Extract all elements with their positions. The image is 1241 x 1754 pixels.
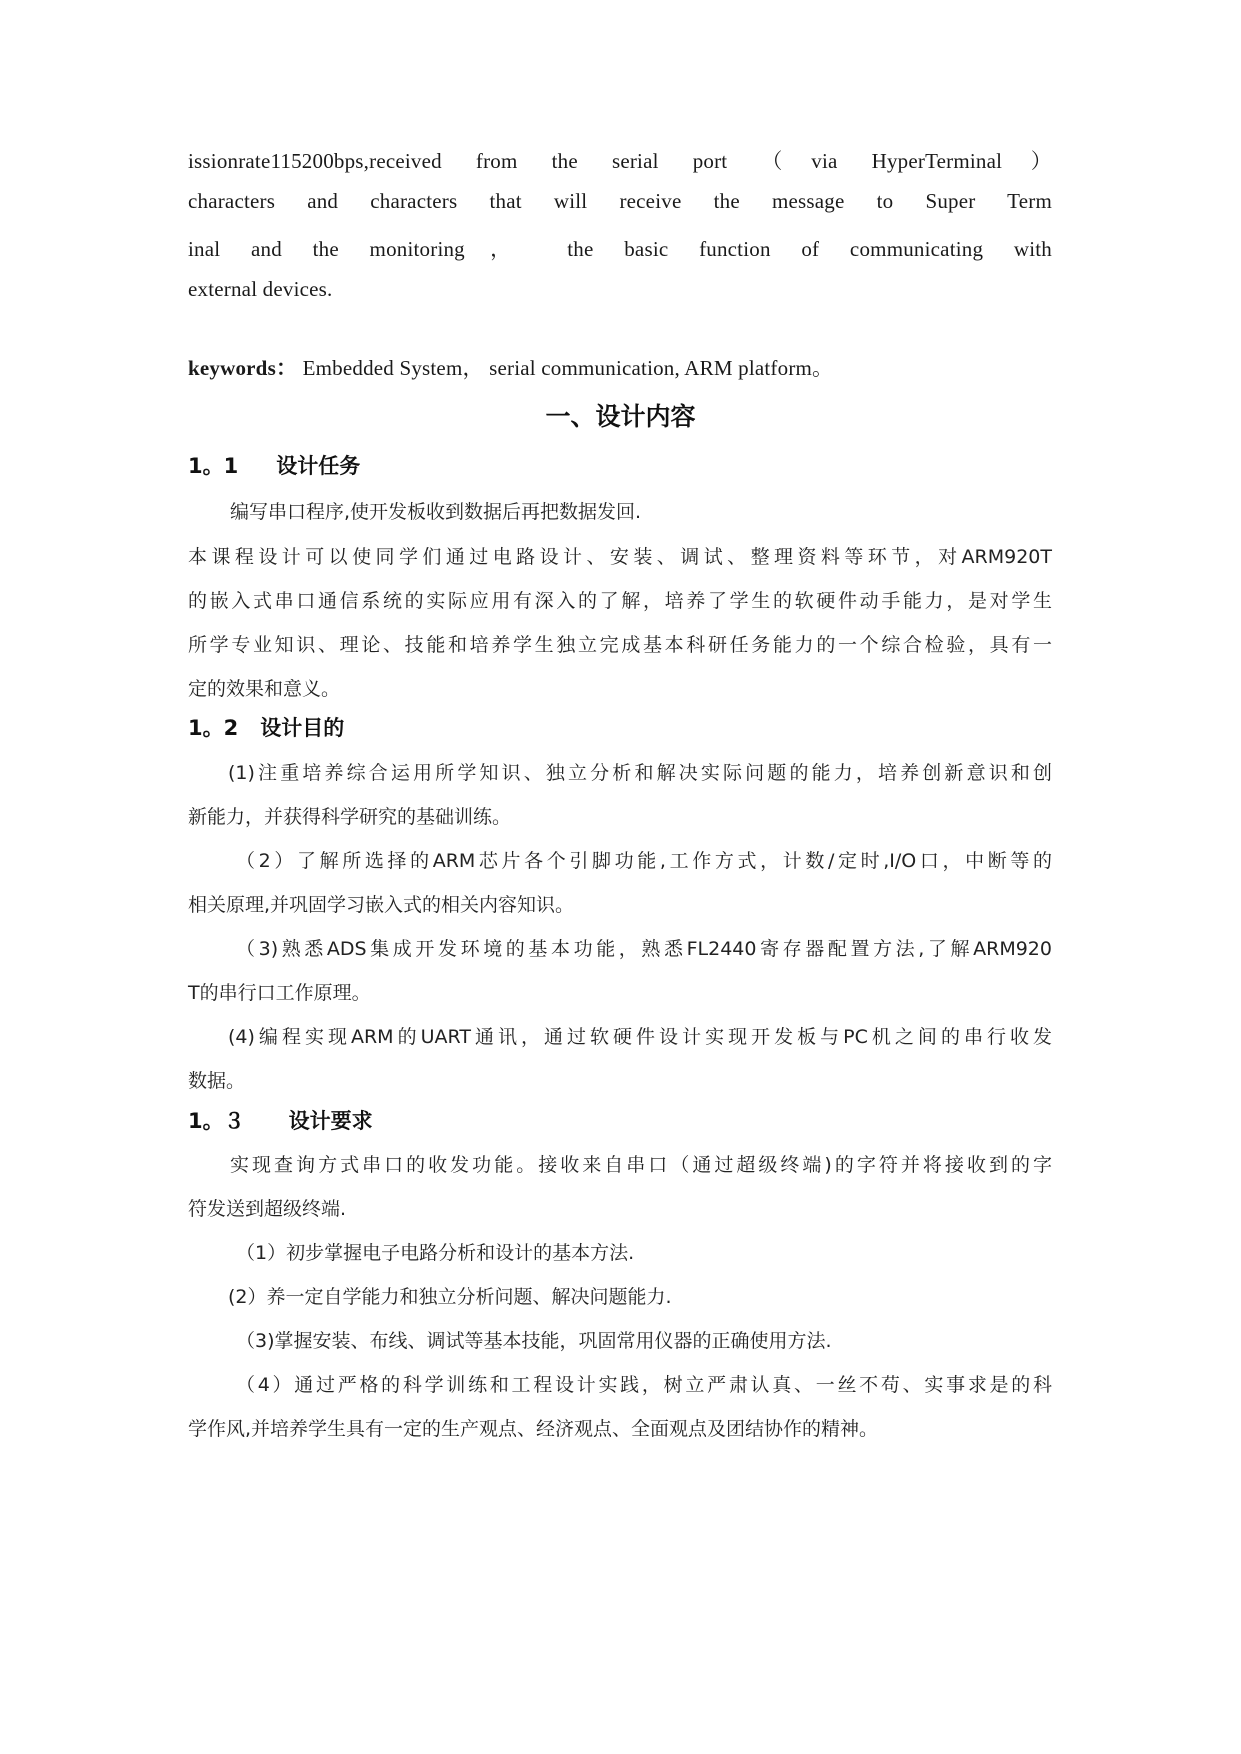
requirements-intro: 实现查询方式串口的收发功能。接收来自串口（通过超级终端)的字符并将接收到的字	[230, 1154, 1052, 1176]
purpose-item-3-cont: T的串行口工作原理。	[188, 982, 371, 1004]
subsection-title: 设计任务	[276, 454, 361, 478]
abstract-line-2: characters and characters that will receive the message to Super Term	[188, 189, 1052, 213]
purpose-item-1: (1)注重培养综合运用所学知识、独立分析和解决实际问题的能力，培养创新意识和创	[228, 762, 1052, 784]
abstract-line-4: external devices.	[188, 277, 333, 301]
paragraph-line: 定的效果和意义。	[188, 678, 341, 700]
requirements-intro-cont: 符发送到超级终端.	[188, 1198, 347, 1220]
abstract-line-3: inal and the monitoring， the basic function of communicating with	[188, 237, 1052, 261]
subsection-title: 设计目的	[260, 716, 345, 740]
subsection-number: 1。３	[188, 1109, 245, 1133]
paragraph-line: 本课程设计可以使同学们通过电路设计、安装、调试、整理资料等环节，对ARM920T	[188, 546, 1052, 568]
purpose-item-4-cont: 数据。	[188, 1070, 246, 1092]
purpose-item-1-cont: 新能力，并获得科学研究的基础训练。	[188, 806, 512, 828]
paragraph-task: 编写串口程序,使开发板收到数据后再把数据发回.	[230, 501, 642, 523]
subsection-number: 1。2	[188, 716, 239, 740]
keywords-text: Embedded System， serial communication, ARM platform。	[302, 356, 834, 380]
subsection-heading-1-1	[188, 450, 360, 480]
keywords-label: keywords：	[188, 356, 298, 380]
requirement-item: （1）初步掌握电子电路分析和设计的基本方法.	[236, 1242, 635, 1264]
subsection-heading-1-2	[188, 712, 344, 742]
purpose-item-2: （2）了解所选择的ARM芯片各个引脚功能,工作方式，计数/定时,I/O口，中断等的	[236, 850, 1052, 872]
paragraph-line: 所学专业知识、理论、技能和培养学生独立完成基本科研任务能力的一个综合检验，具有一	[188, 634, 1052, 656]
purpose-item-2-cont: 相关原理,并巩固学习嵌入式的相关内容知识。	[188, 894, 575, 916]
requirement-item-cont: 学作风,并培养学生具有一定的生产观点、经济观点、全面观点及团结协作的精神。	[188, 1418, 879, 1440]
keywords-line	[188, 352, 833, 382]
subsection-title: 设计要求	[288, 1109, 373, 1133]
purpose-item-4: (4)编程实现ARM的UART通讯，通过软硬件设计实现开发板与PC机之间的串行收发	[228, 1026, 1052, 1048]
requirement-item: (2）养一定自学能力和独立分析问题、解决问题能力.	[228, 1286, 672, 1308]
subsection-number: 1。1	[188, 454, 239, 478]
subsection-heading-1-3	[188, 1105, 373, 1135]
section-title: 一、设计内容	[545, 402, 696, 431]
purpose-item-3: （3)熟悉ADS集成开发环境的基本功能，熟悉FL2440寄存器配置方法,了解ARM920	[236, 938, 1052, 960]
abstract-line-1: issionrate115200bps,received from the serial port （via HyperTerminal）	[188, 149, 1052, 173]
paragraph-line: 的嵌入式串口通信系统的实际应用有深入的了解，培养了学生的软硬件动手能力，是对学生	[188, 590, 1052, 612]
requirement-item: （3)掌握安装、布线、调试等基本技能，巩固常用仪器的正确使用方法.	[236, 1330, 832, 1352]
requirement-item: （4）通过严格的科学训练和工程设计实践，树立严肃认真、一丝不苟、实事求是的科	[236, 1374, 1052, 1396]
